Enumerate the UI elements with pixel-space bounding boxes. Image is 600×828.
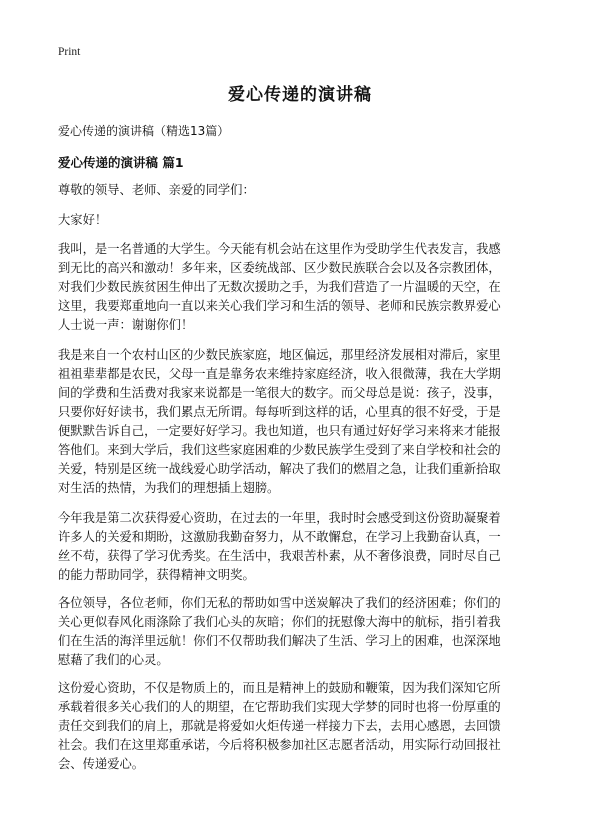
document-subtitle: 爱心传递的演讲稿（精选13篇）	[58, 124, 230, 138]
print-label: Print	[58, 46, 81, 58]
paragraph-line: 会、传递爱心。	[58, 757, 145, 771]
paragraph-line: 各位领导，各位老师，你们无私的帮助如雪中送炭解决了我们的经济困难；你们的	[58, 596, 501, 610]
paragraph-line: 责任交到我们的肩上，那就是将爱如火炬传递一样接力下去，去用心感恩，去回馈	[58, 719, 501, 733]
paragraph-line: 便默默告诉自己，一定要好好学习。我也知道，也只有通过好好学习来将来才能报	[58, 424, 501, 438]
paragraph-line: 答他们。来到大学后，我们这些家庭困难的少数民族学生受到了来自学校和社会的	[58, 443, 501, 457]
paragraph-line: 慰藉了我们的心灵。	[58, 653, 169, 667]
paragraph-line: 关爱，特别是区统一战线爱心助学活动，解决了我们的燃眉之急，让我们重新拾取	[58, 462, 501, 476]
paragraph-line: 承载着很多关心我们的人的期望，在它帮助我们实现大学梦的同时也将一份厚重的	[58, 700, 501, 714]
paragraph-line: 关心更似春风化雨涤除了我们心头的灰暗；你们的抚慰像大海中的航标，指引着我	[58, 615, 501, 629]
paragraph-line: 们在生活的海洋里远航！你们不仅帮助我们解决了生活、学习上的困难，也深深地	[58, 634, 501, 648]
paragraph-line: 这里，我要郑重地向一直以来关心我们学习和生活的领导、老师和民族宗教界爱心	[58, 299, 501, 313]
greeting: 大家好！	[58, 213, 108, 227]
paragraph-line: 对生活的热情，为我们的理想插上翅膀。	[58, 481, 280, 495]
page-title: 爱心传递的演讲稿	[228, 85, 372, 105]
paragraph-line: 间的学费和生活费对我家来说都是一笔很大的数字。而父母总是说：孩子，没事，	[58, 386, 501, 400]
paragraph-line: 到无比的高兴和激动！多年来，区委统战部、区少数民族联合会以及各宗教团体，	[58, 261, 501, 275]
paragraph-line: 今年我是第二次获得爱心资助，在过去的一年里，我时时会感受到这份资助凝聚着	[58, 511, 501, 525]
paragraph-line: 我是来自一个农村山区的少数民族家庭，地区偏远，那里经济发展相对滞后，家里	[58, 348, 501, 362]
section-heading: 爱心传递的演讲稿 篇1	[58, 155, 184, 170]
paragraph-line: 只要你好好读书，我们累点无所谓。每每听到这样的话，心里真的很不好受，于是	[58, 405, 501, 419]
salutation: 尊敬的领导、老师、亲爱的同学们：	[58, 183, 255, 197]
paragraph-line: 这份爱心资助，不仅是物质上的，而且是精神上的鼓励和鞭策，因为我们深知它所	[58, 681, 501, 695]
paragraph-line: 的能力帮助同学，获得精神文明奖。	[58, 568, 255, 582]
paragraph-line: 我叫，是一名普通的大学生。今天能有机会站在这里作为受助学生代表发言，我感	[58, 242, 501, 256]
paragraph-line: 丝不苟，获得了学习优秀奖。在生活中，我艰苦朴素，从不奢侈浪费，同时尽自己	[58, 549, 501, 563]
paragraph-line: 祖祖辈辈都是农民，父母一直是靠务农来维持家庭经济，收入很微薄，我在大学期	[58, 367, 501, 381]
paragraph-line: 社会。我们在这里郑重承诺，今后将积极参加社区志愿者活动，用实际行动回报社	[58, 738, 501, 752]
paragraph-2	[58, 346, 562, 498]
paragraph-line: 许多人的关爱和期盼，这激励我勤奋努力，从不敢懈怠，在学习上我勤奋认真，一	[58, 530, 501, 544]
paragraph-1	[58, 240, 562, 335]
paragraph-3	[58, 509, 562, 585]
paragraph-4	[58, 594, 562, 670]
paragraph-line: 对我们少数民族贫困生伸出了无数次援助之手，为我们营造了一片温暖的天空，在	[58, 280, 501, 294]
paragraph-5	[58, 679, 562, 774]
paragraph-line: 人士说一声：谢谢你们！	[58, 318, 194, 332]
